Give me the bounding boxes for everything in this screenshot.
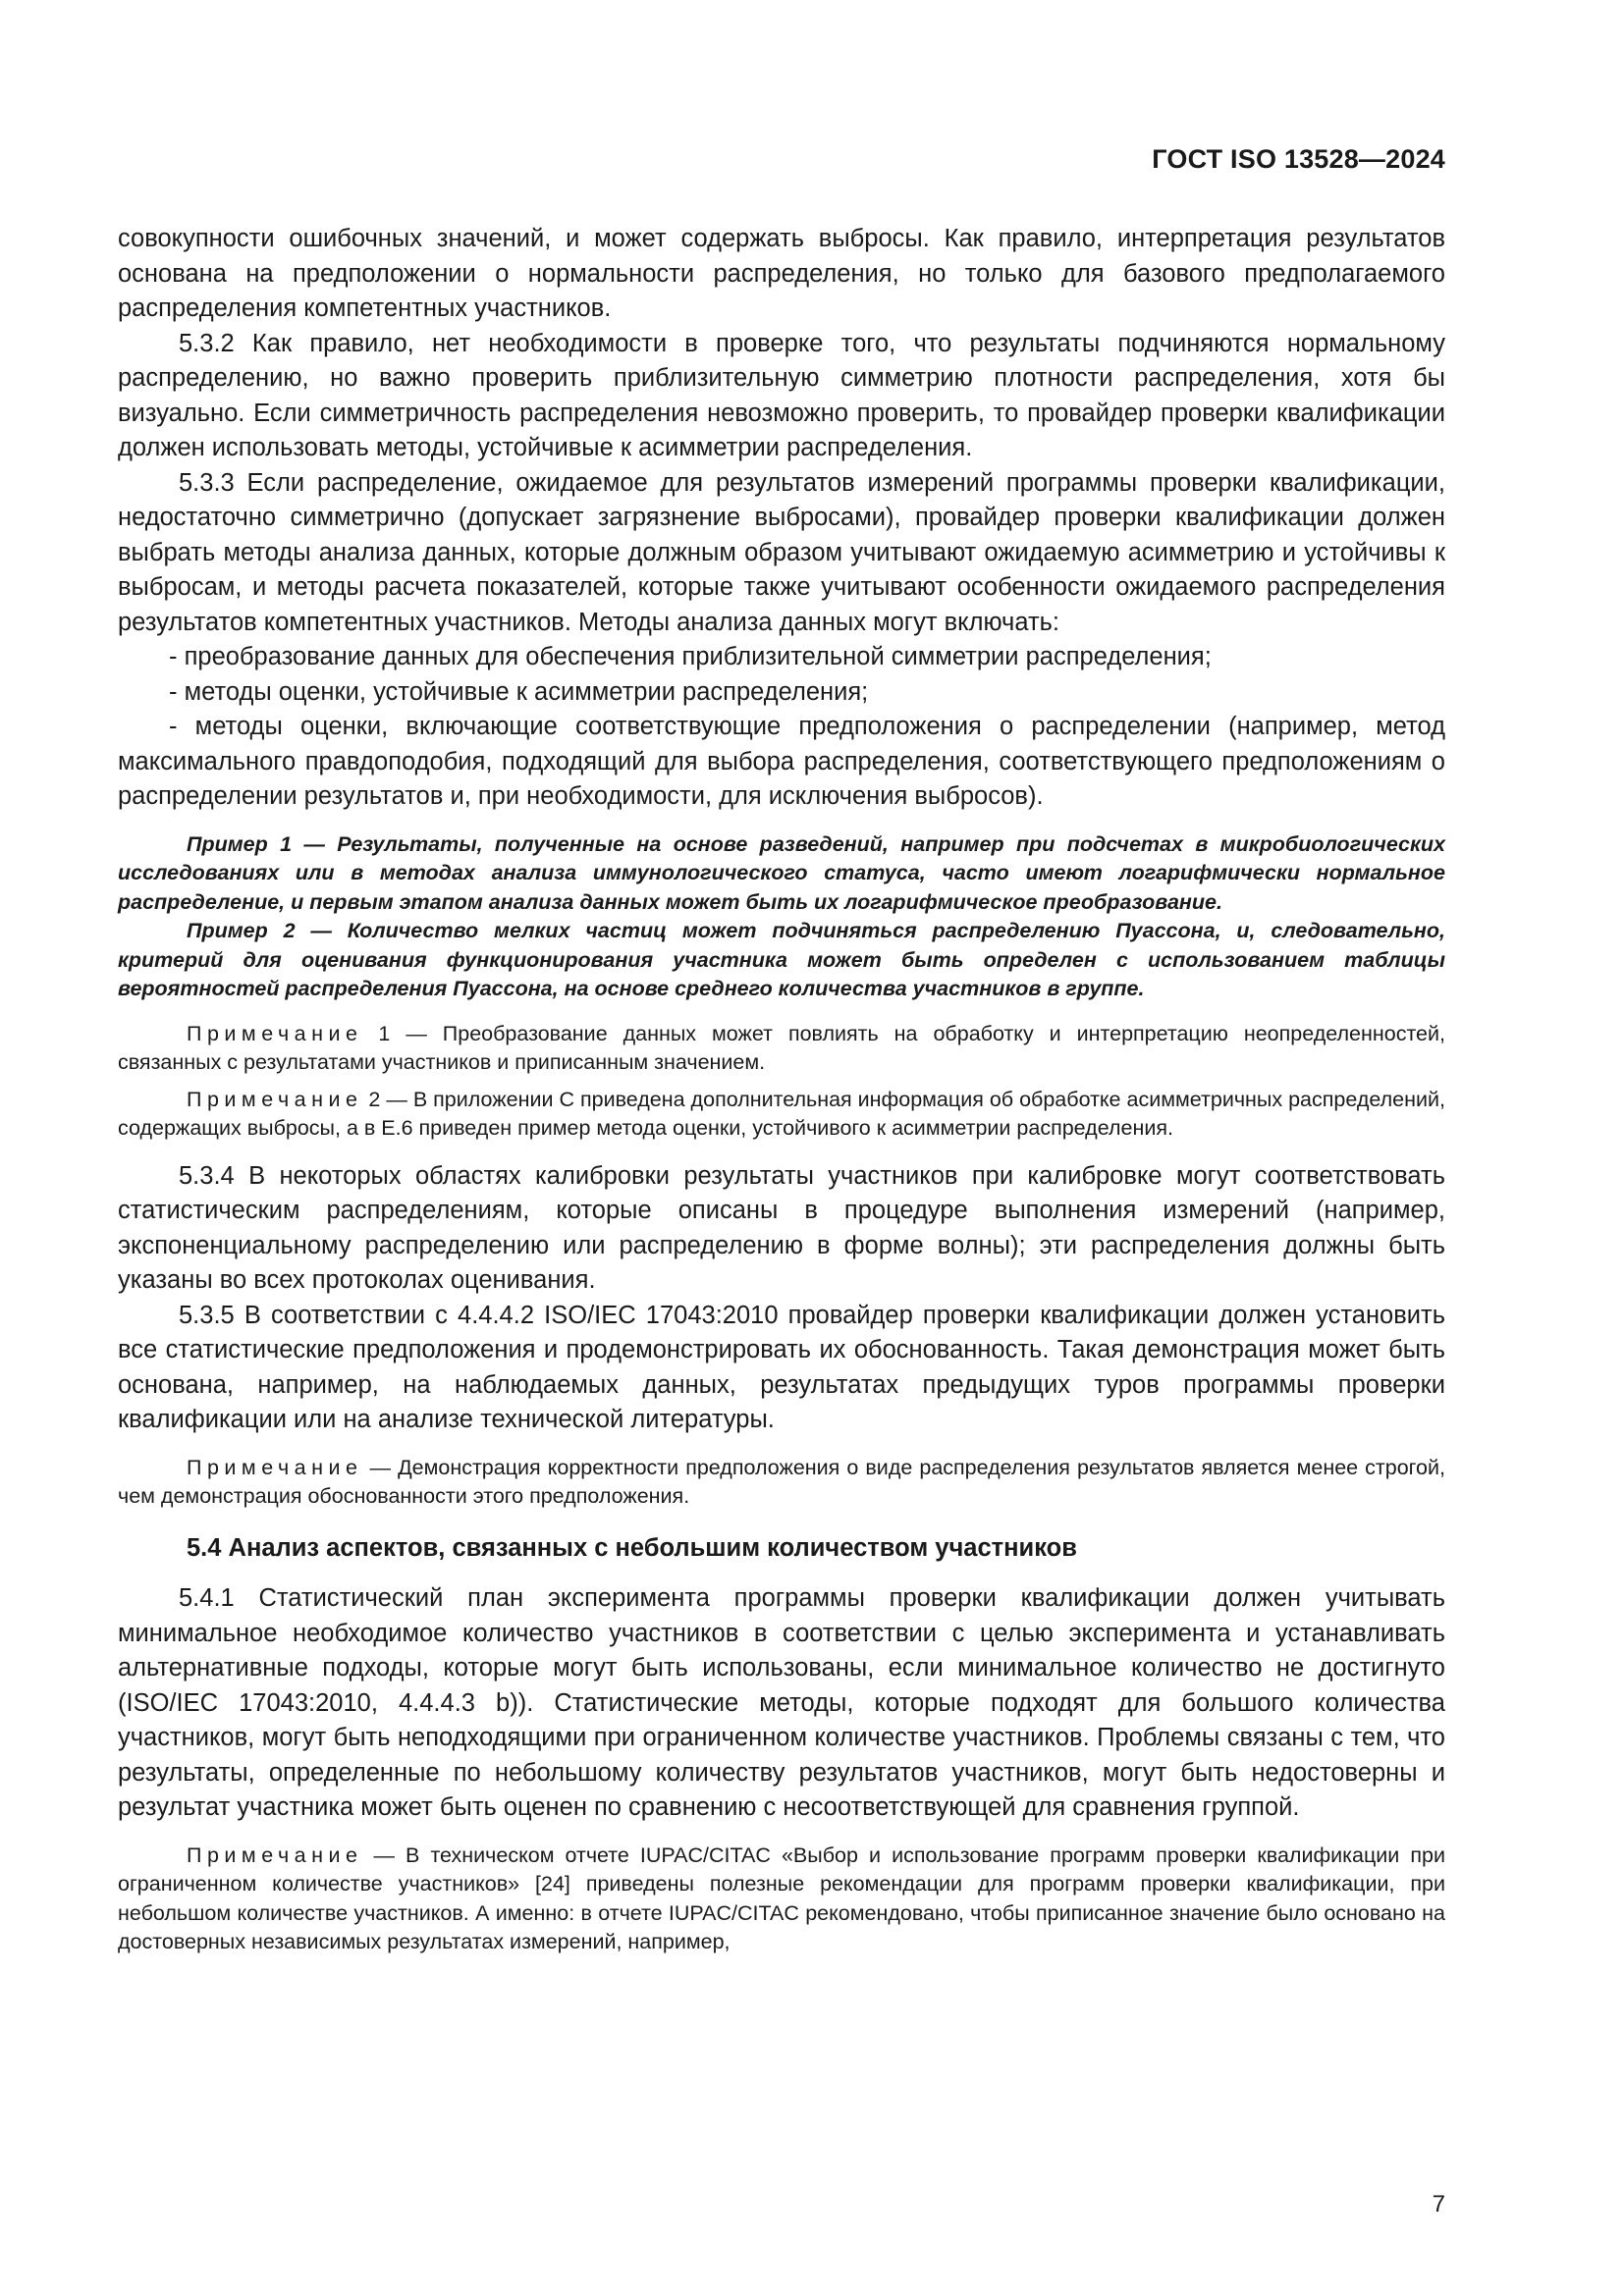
note-text: — В техническом отчете IUPAC/CITAC «Выбор и использование программ проверки квалификации при ограниченном количестве участников» [24] приведены полезные рекомендации для программ проверки квалификации, при небольшом количестве участников. А именно: в отчете IUPAC/CITAC рекомендовано, чтобы приписанное значение было основано на достоверных независимых результатах измерений, например,: [118, 1842, 1445, 1953]
paragraph-continuation: совокупности ошибочных значений, и может содержать выбросы. Как правило, интерпретация результатов основана на предположении о нормальности распределения, но только для базового предполагаемого распределения компетентных участников.: [118, 225, 1445, 322]
section-heading-5-4: 5.4 Анализ аспектов, связанных с небольшим количеством участников: [187, 1533, 1077, 1562]
paragraph-5-3-2: 5.3.2 Как правило, нет необходимости в проверке того, что результаты подчиняются нормальному распределению, но важно проверить приблизительную симметрию плотности распределения, хотя бы визуально. Если симметричность распределения невозможно проверить, то провайдер проверки квалификации должен использовать методы, устойчивые к асимметрии распределения.: [118, 329, 1445, 461]
list-item: - методы оценки, устойчивые к асимметрии распределения;: [169, 677, 869, 706]
note-1: [118, 1020, 1445, 1078]
note-text: 1 — Преобразование данных может повлиять на обработку и интерпретацию неопределенностей, связанных с результатами участников и приписанным значением.: [118, 1021, 1445, 1074]
paragraph-5-4-1: 5.4.1 Статистический план эксперимента программы проверки квалификации должен учитывать минимальное необходимое количество участников в соответствии с целью эксперимента и устанавливать альтернативные подходы, которые могут быть использованы, если минимальное количество не достигнуто (ISO/IEC 17043:2010, 4.4.4.3 b)). Статистические методы, которые подходят для большого количества участников, могут быть неподходящими при ограниченном количестве участников. Проблемы связаны с тем, что результаты, определенные по небольшому количеству результатов участников, могут быть недостоверны и результат участника может быть оценен по сравнению с несоответствующей для сравнения группой.: [118, 1584, 1445, 1821]
note-label: Примечание: [187, 1087, 363, 1111]
note-2: [118, 1086, 1445, 1144]
paragraph-5-3-5: 5.3.5 В соответствии с 4.4.4.2 ISO/IEC 17043:2010 провайдер проверки квалификации должен установить все статистические предположения и продемонстрировать их обоснованность. Такая демонстрация может быть основана, например, на наблюдаемых данных, результатах предыдущих туров программы проверки квалификации или на анализе технической литературы.: [118, 1301, 1445, 1433]
note-4: [118, 1842, 1445, 1957]
list-item: - преобразование данных для обеспечения приблизительной симметрии распределения;: [169, 643, 1212, 670]
note-label: Примечание: [187, 1455, 363, 1479]
paragraph-5-3-4: 5.3.4 В некоторых областях калибровки результаты участников при калибровке могут соответствовать статистическим распределениям, которые описаны в процедуре выполнения измерений (например, экспоненциальному распределению или распределению в форме волны); эти распределения должны быть указаны во всех протоколах оценивания.: [118, 1161, 1445, 1294]
document-header: ГОСТ ISO 13528—2024: [1152, 144, 1445, 174]
note-3: [118, 1454, 1445, 1512]
paragraph-5-3-3: 5.3.3 Если распределение, ожидаемое для результатов измерений программы проверки квалификации, недостаточно симметрично (допускает загрязнение выбросами), провайдер проверки квалификации должен выбрать методы анализа данных, которые должным образом учитывают ожидаемую асимметрию и устойчивы к выбросам, и методы расчета показателей, которые также учитывают особенности ожидаемого распределения результатов компетентных участников. Методы анализа данных могут включать:: [118, 468, 1445, 636]
note-label: Примечание: [187, 1842, 363, 1867]
list-item: - методы оценки, включающие соответствующие предположения о распределении (например, метод максимального правдоподобия, подходящий для выбора распределения, соответствующего предположениям о распределении результатов и, при необходимости, для исключения выбросов).: [118, 713, 1445, 810]
note-text: 2 — В приложении С приведена дополнительная информация об обработке асимметричных распределений, содержащих выбросы, а в Е.6 приведен пример метода оценки, устойчивого к асимметрии распределения.: [118, 1087, 1445, 1140]
example-1: Пример 1 — Результаты, полученные на основе разведений, например при подсчетах в микробиологических исследованиях или в методах анализа иммунологического статуса, часто имеют логарифмически нормальное распределение, и первым этапом анализа данных может быть их логарифмическое преобразование.: [118, 831, 1445, 914]
example-2: Пример 2 — Количество мелких частиц может подчиняться распределению Пуассона, и, следовательно, критерий для оценивания функционирования участника может быть определен с использованием таблицы вероятностей распределения Пуассона, на основе среднего количества участников в группе.: [118, 919, 1445, 1000]
page-number: 7: [1432, 2191, 1445, 2217]
page-body: [118, 222, 1445, 1957]
note-text: — Демонстрация корректности предположения о виде распределения результатов является менее строгой, чем демонстрация обоснованности этого предположения.: [118, 1455, 1445, 1508]
note-label: Примечание: [187, 1021, 363, 1045]
